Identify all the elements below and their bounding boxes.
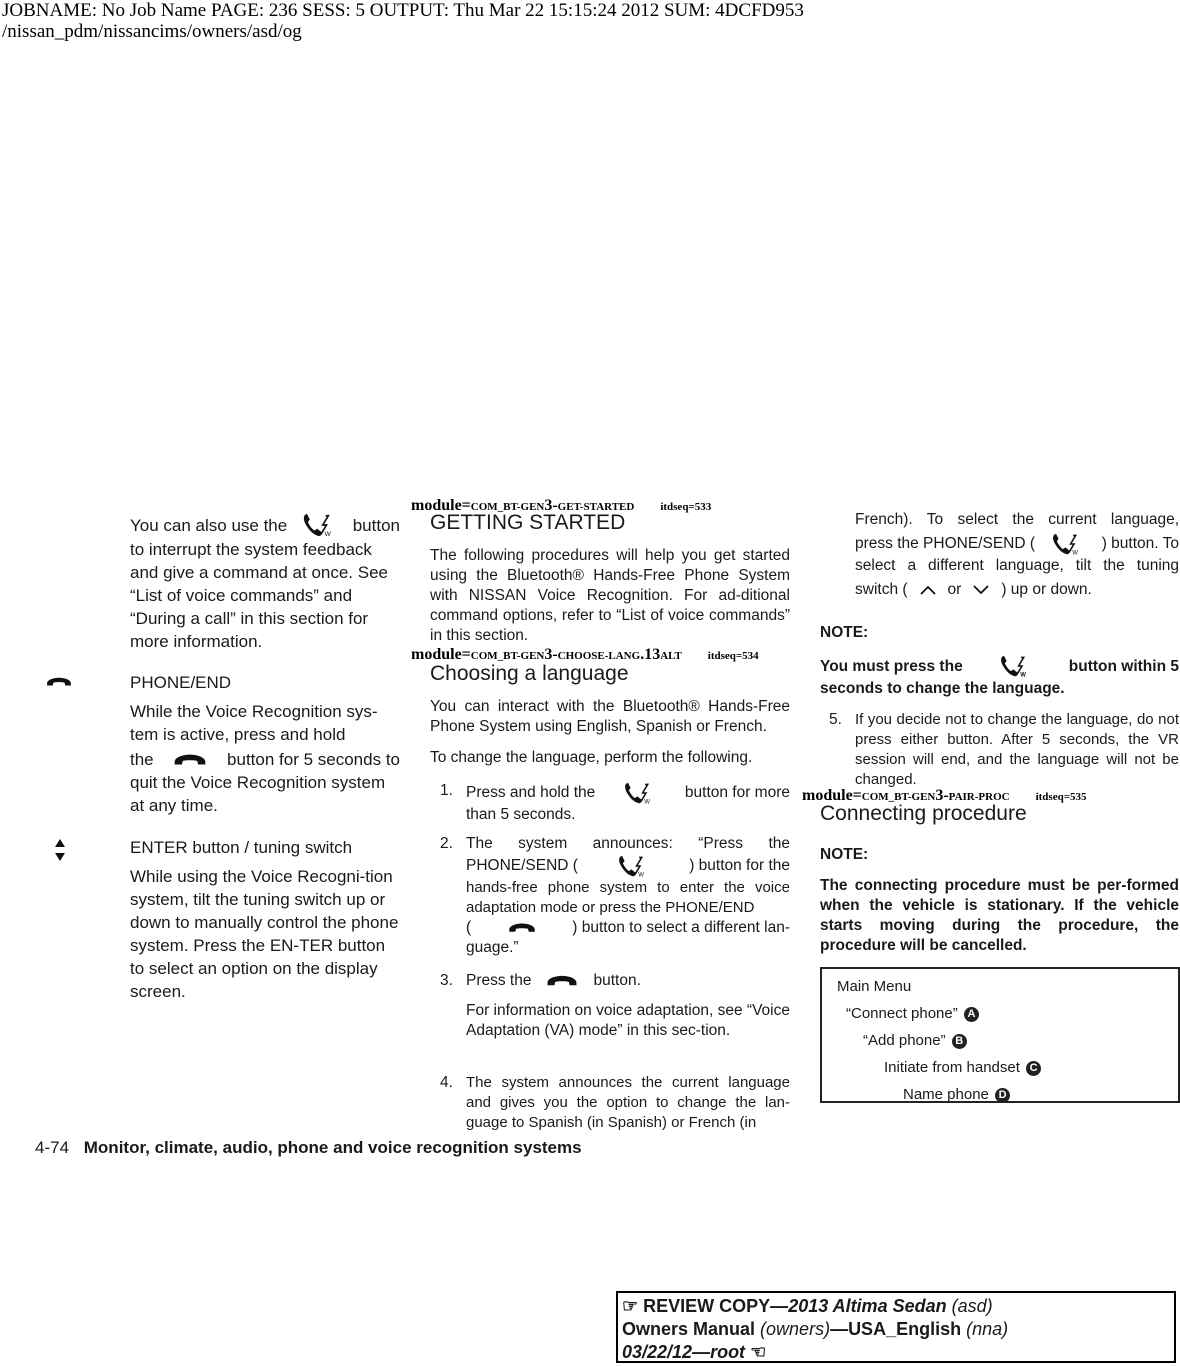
talk-icon (622, 781, 658, 805)
note-1-text: You must press the button within 5 seconds to change the language. (820, 654, 1179, 699)
menu-connect-phone: “Connect phone” A (837, 1000, 1041, 1027)
phone-end-icon (545, 972, 579, 990)
chevron-up-icon (918, 583, 938, 597)
menu-flow-list (837, 973, 1041, 1108)
phone-end-p2: button for 5 seconds to (227, 750, 400, 769)
change-language-text: To change the language, perform the following. (430, 749, 753, 766)
step-4: 4. The system announces the current language and gives you the option to change the lan-guage to Spanish (in Spanish) or French (in (440, 1074, 790, 1131)
step-1: 1. Press and hold the button for more than 5 seconds. (440, 782, 790, 823)
enter-text: While using the Voice Recogni-tion system, tilt the tuning switch up or down to manually control the phone system. Press the EN-TER button to select an option on the display screen. (130, 867, 399, 1001)
menu-add-phone: “Add phone” B (837, 1027, 1041, 1054)
module-533: module=COM_BT-GEN3-GET-STARTED itdseq=533 (411, 497, 712, 514)
talk-icon (998, 654, 1034, 678)
chevron-down-icon (971, 583, 991, 597)
page-number: 4-74 (35, 1138, 70, 1157)
menu-name-phone: Name phone D (837, 1081, 1041, 1108)
chapter-title: Monitor, climate, audio, phone and voice recognition systems (83, 1138, 582, 1157)
phone-end-icon (45, 674, 73, 690)
menu-main: Main Menu (837, 978, 912, 995)
left-intro (130, 512, 400, 653)
review-line-1: ☞ REVIEW COPY—2013 Altima Sedan (asd) (622, 1296, 993, 1316)
module-534: module=COM_BT-GEN3-CHOOSE-LANG.13ALT itdseq=534 (411, 646, 759, 663)
talk-icon (1050, 532, 1086, 556)
phone-end-icon (172, 751, 208, 769)
choosing-language-text: You can interact with the Bluetooth® Hands-Free Phone System using English, Spanish or French. (430, 698, 790, 735)
heading-getting-started: GETTING STARTED (430, 511, 626, 534)
note-2-text: The connecting procedure must be per-formed when the vehicle is stationary. If the vehicle starts moving during the procedure, the procedure will be cancelled. (820, 877, 1179, 954)
heading-connecting-procedure: Connecting procedure (820, 802, 1027, 825)
tuning-switch-icon (54, 838, 66, 862)
job-header-line-2: /nissan_pdm/nissancims/owners/asd/og (2, 21, 302, 42)
left-intro-a: You can also use the (130, 515, 288, 535)
phone-end-p1: While the Voice Recognition sys-tem is active, press and hold (130, 702, 378, 744)
step-2: 2. The system announces: “Press the PHONE/SEND ( ) button for the hands-free phone system to enter the voice adaptation mode or press the PHONE/END ( ) button to select a different lan- guage.” (440, 835, 790, 956)
talk-icon (301, 512, 339, 538)
note-1-label: NOTE: (820, 624, 869, 641)
enter-title: ENTER button / tuning switch (130, 838, 353, 857)
menu-flow-box (820, 967, 1180, 1103)
job-header-line-1: JOBNAME: No Job Name PAGE: 236 SESS: 5 OUTPUT: Thu Mar 22 15:15:24 2012 SUM: 4DCFD953 (2, 0, 804, 21)
step-4-continued: French). To select the current language, press the PHONE/SEND ( ) button. To select a different language, tilt the tuning switch ( or ) up or down. (855, 511, 1179, 598)
left-intro-rest: to interrupt the system feedback and give a command at once. See “List of voice commands” and “During a call” in this section for more information. (130, 540, 388, 651)
phone-end-the: the (130, 750, 154, 769)
module-535: module=COM_BT-GEN3-PAIR-PROC itdseq=535 (802, 787, 1087, 804)
menu-initiate-handset: Initiate from handset C (837, 1054, 1041, 1081)
down-arrow-icon (55, 853, 65, 861)
step-5: 5. If you decide not to change the language, do not press either button. After 5 seconds, the VR session will end, and the language will not be changed. (829, 711, 1179, 788)
note-2-label: NOTE: (820, 846, 869, 863)
pointing-hand-left-icon: ☜ (750, 1342, 767, 1362)
review-line-2: Owners Manual (owners)—USA_English (nna) (622, 1319, 1009, 1339)
left-intro-b: button (352, 515, 400, 535)
phone-end-p3: quit the Voice Recognition system at any time. (130, 773, 386, 815)
phone-end-title: PHONE/END (130, 673, 232, 692)
review-copy-box (616, 1291, 1176, 1363)
step-3: 3. Press the button. For information on voice adaptation, see “Voice Adaptation (VA) mode” in this sec-tion. (440, 972, 790, 1039)
phone-end-icon (507, 920, 537, 936)
page-footer (35, 1138, 582, 1158)
phone-end-section (130, 671, 400, 817)
getting-started-text: The following procedures will help you get started using the Bluetooth® Hands-Free Phone System with NISSAN Voice Recognition. For ad-ditional command options, refer to “List of voice commands” in this section. (430, 547, 790, 644)
review-line-3: 03/22/12—root ☜ (622, 1342, 767, 1362)
enter-section (130, 836, 400, 1003)
up-arrow-icon (55, 839, 65, 847)
talk-icon (616, 854, 652, 878)
heading-choosing-language: Choosing a language (430, 662, 629, 685)
pointing-hand-icon: ☞ (622, 1296, 639, 1316)
